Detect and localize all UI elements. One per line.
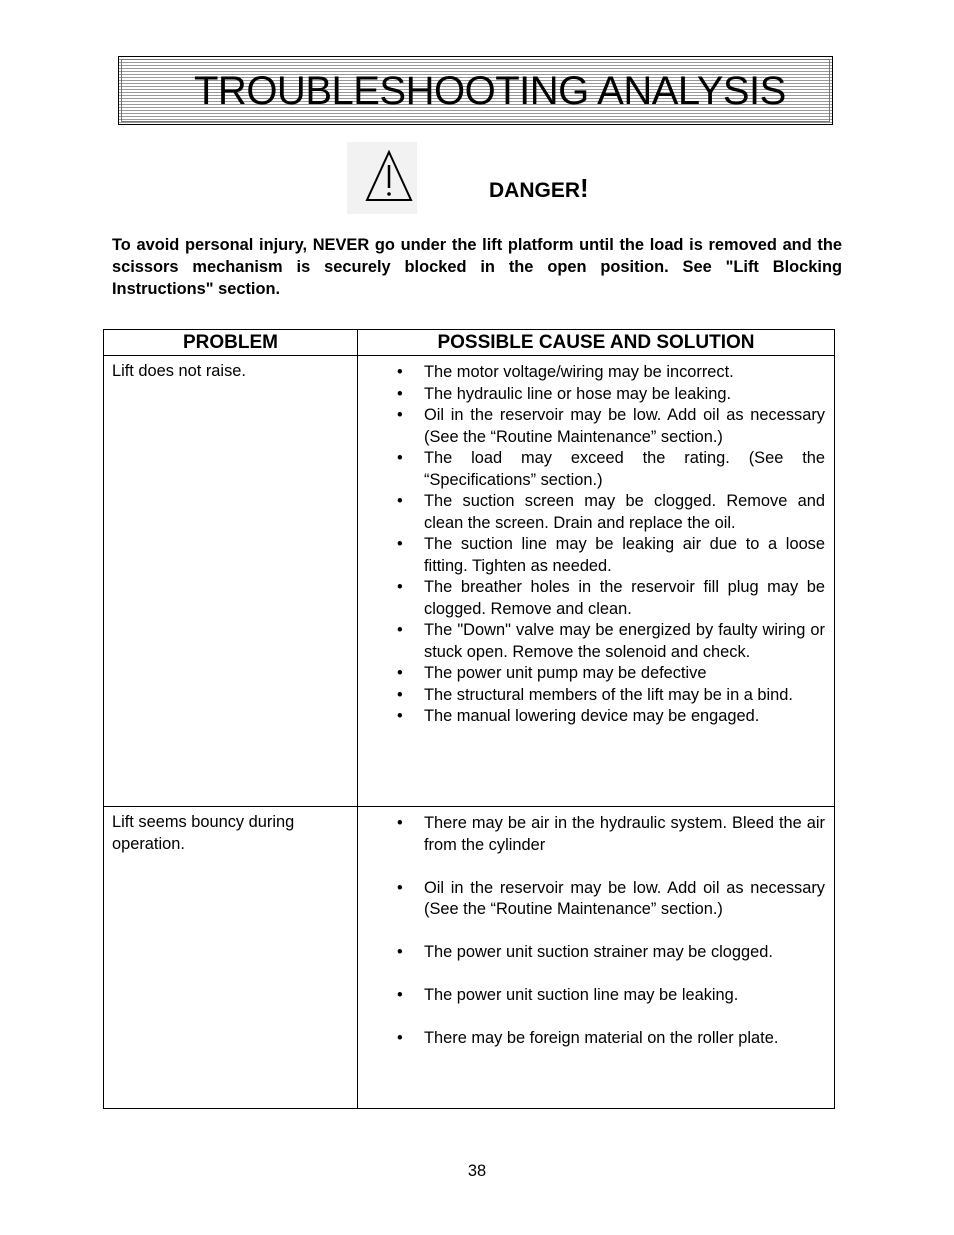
cause-list xyxy=(359,357,833,748)
table-row xyxy=(104,807,835,1109)
safety-warning-text: To avoid personal injury, NEVER go under the lift platform until the load is removed and the scissors mechanism is securely blocked in the open position. See "Lift Blocking Instructions" section. xyxy=(112,236,842,298)
title-banner xyxy=(118,56,833,125)
warning-triangle-icon xyxy=(347,142,417,214)
list-item: • The structural members of the lift may be in a bind. xyxy=(359,685,825,707)
list-item: • The "Down" valve may be energized by faulty wiring or stuck open. Remove the solenoid and check. xyxy=(359,620,825,663)
list-item: • The hydraulic line or hose may be leaking. xyxy=(359,384,825,406)
warning-triangle-svg xyxy=(365,150,413,202)
danger-label: DANGER xyxy=(489,179,581,202)
cause-cell xyxy=(358,807,835,1109)
danger-heading xyxy=(489,172,589,207)
table-row xyxy=(104,356,835,807)
table-header-row xyxy=(104,330,835,356)
list-item: • There may be air in the hydraulic system. Bleed the air from the cylinder xyxy=(359,813,825,856)
page-title: TROUBLESHOOTING ANALYSIS xyxy=(194,69,786,113)
header-cause-solution: POSSIBLE CAUSE AND SOLUTION xyxy=(358,330,835,356)
problem-cell: Lift seems bouncy during operation. xyxy=(104,807,358,1109)
list-item: • The power unit suction strainer may be clogged. xyxy=(359,942,825,964)
list-item: • The power unit suction line may be leaking. xyxy=(359,985,825,1007)
list-item: • The suction screen may be clogged. Remove and clean the screen. Drain and replace the oil. xyxy=(359,491,825,534)
page-number: 38 xyxy=(467,1162,487,1180)
danger-mark: ! xyxy=(580,173,589,203)
list-item: • Oil in the reservoir may be low. Add oil as necessary (See the “Routine Maintenance” section.) xyxy=(359,405,825,448)
troubleshooting-table xyxy=(103,329,835,1109)
header-problem: PROBLEM xyxy=(104,330,358,356)
list-item: • The load may exceed the rating. (See the “Specifications” section.) xyxy=(359,448,825,491)
list-item: • The suction line may be leaking air due to a loose fitting. Tighten as needed. xyxy=(359,534,825,577)
list-item: • The breather holes in the reservoir fill plug may be clogged. Remove and clean. xyxy=(359,577,825,620)
cause-cell xyxy=(358,356,835,807)
problem-cell: Lift does not raise. xyxy=(104,356,358,807)
list-item: • The motor voltage/wiring may be incorrect. xyxy=(359,362,825,384)
list-item: • The manual lowering device may be engaged. xyxy=(359,706,825,728)
list-item: • Oil in the reservoir may be low. Add oil as necessary (See the “Routine Maintenance” section.) xyxy=(359,878,825,921)
cause-list xyxy=(359,808,833,1070)
list-item: • There may be foreign material on the roller plate. xyxy=(359,1028,825,1050)
list-item: • The power unit pump may be defective xyxy=(359,663,825,685)
